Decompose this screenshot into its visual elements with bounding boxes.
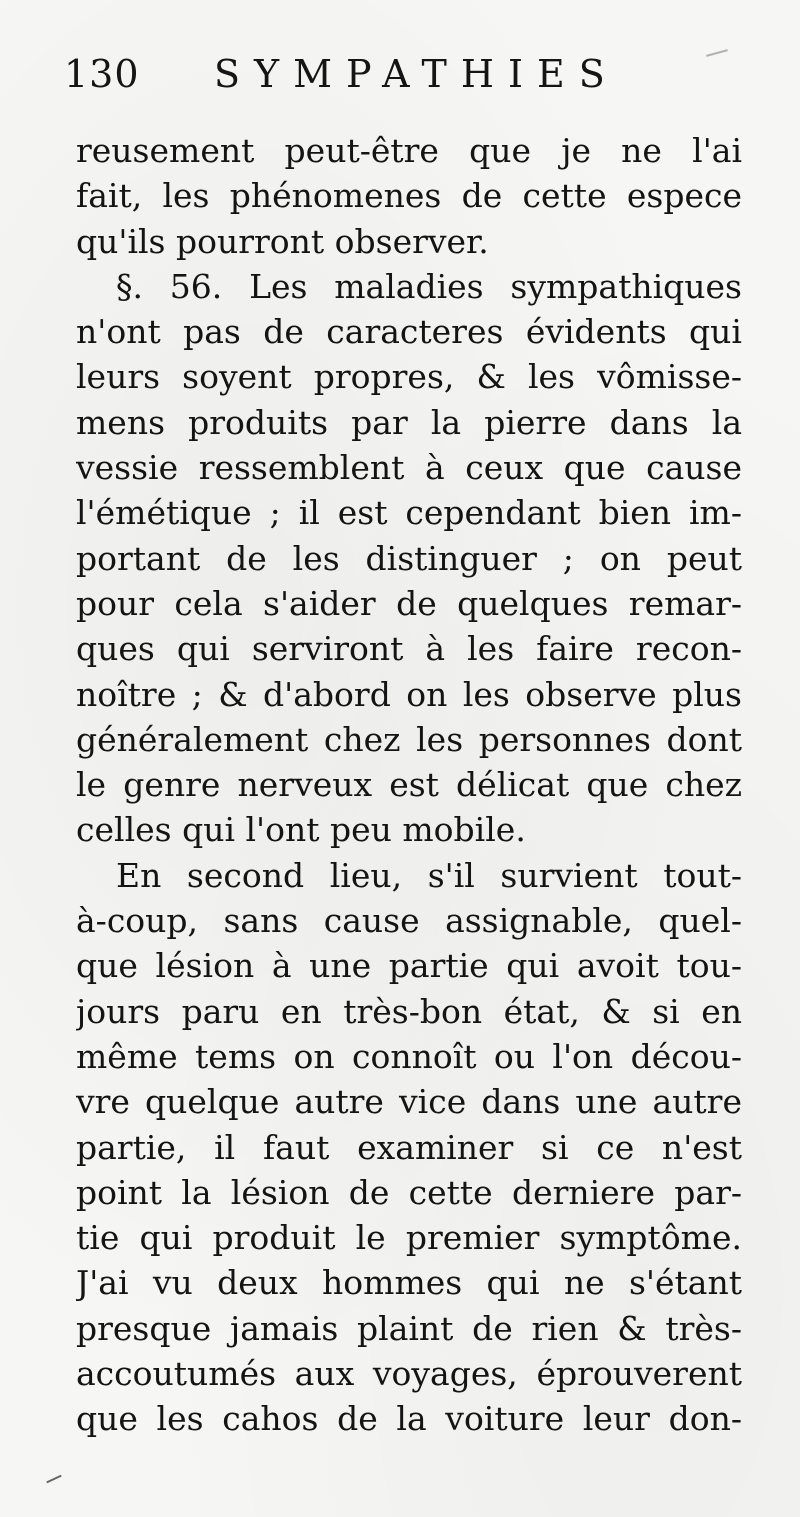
text-line: fait, les phénomenes de cette espece: [76, 176, 742, 216]
text-line: généralement chez les personnes dont: [76, 719, 742, 759]
text-line: celles qui l'ont peu mobile.: [76, 810, 526, 850]
text-line: qu'ils pourront observer.: [76, 221, 489, 261]
text-line: jours paru en très-bon état, & si en: [76, 991, 742, 1031]
text-line: pour cela s'aider de quelques remar-: [76, 583, 742, 623]
text-line: ques qui serviront à les faire recon-: [76, 629, 742, 669]
page-number: 130: [64, 52, 140, 96]
text-line: reusement peut-être que je ne l'ai: [76, 131, 742, 170]
text-line: le genre nerveux est délicat que chez: [76, 765, 742, 805]
text-line: que lésion à une partie qui avoit tou-: [76, 946, 742, 986]
text-line: même tems on connoît ou l'on décou-: [76, 1036, 742, 1076]
ink-speck: [46, 1475, 61, 1484]
page-header: [64, 44, 754, 104]
section-start-line: §. 56. Les maladies sympathiques: [116, 266, 742, 306]
body-text: [76, 128, 742, 1442]
text-line: tie qui produit le premier symptôme.: [76, 1218, 742, 1258]
running-title: SYMPATHIES: [214, 52, 619, 96]
text-line: que les cahos de la voiture leur don-: [76, 1399, 742, 1439]
text-line: leurs soyent propres, & les vômisse-: [76, 357, 742, 397]
text-line: vre quelque autre vice dans une autre: [76, 1082, 742, 1122]
text-line: à-coup, sans cause assignable, quel-: [76, 901, 742, 941]
text-line: noître ; & d'abord on les observe plus: [76, 674, 742, 714]
text-line: mens produits par la pierre dans la: [76, 402, 742, 442]
text-line: point la lésion de cette derniere par-: [76, 1172, 742, 1212]
text-line: portant de les distinguer ; on peut: [76, 538, 742, 578]
text-line: accoutumés aux voyages, éprouverent: [76, 1354, 742, 1394]
text-line: partie, il faut examiner si ce n'est: [76, 1127, 742, 1167]
text-line: J'ai vu deux hommes qui ne s'étant: [76, 1263, 742, 1303]
text-line: n'ont pas de caracteres évidents qui: [76, 312, 742, 352]
paragraph-start-line: En second lieu, s'il survient tout-: [116, 855, 742, 895]
text-line: vessie ressemblent à ceux que cause: [76, 448, 742, 488]
text-line: l'émétique ; il est cependant bien im-: [76, 493, 742, 533]
text-line: presque jamais plaint de rien & très-: [76, 1308, 742, 1348]
